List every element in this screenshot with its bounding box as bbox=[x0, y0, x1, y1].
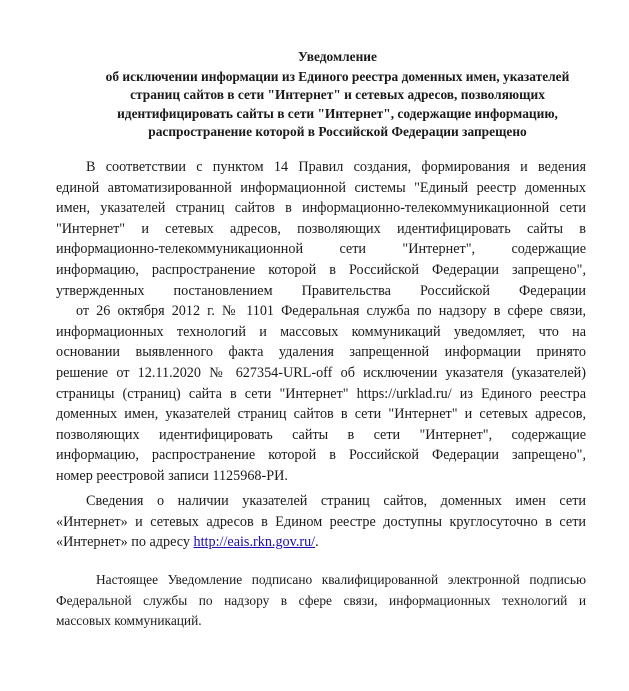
paragraph-line: имен, указателей страниц сайтов в информационно-телекоммуникационной сети bbox=[56, 200, 586, 217]
paragraph-line: «Интернет» и сетевых адресов в Едином реестре доступны круглосуточно в сети bbox=[56, 513, 586, 530]
paragraph-line: решение от 12.11.2020 № 627354-URL-off об исключении указателя (указателей) bbox=[56, 364, 586, 381]
paragraph-line: информационно-телекоммуникационной сети "Интернет", содержащие bbox=[56, 241, 586, 258]
signature-paragraph bbox=[56, 570, 586, 632]
eais-link[interactable]: http://eais.rkn.gov.ru/ bbox=[193, 534, 316, 551]
paragraph-line: утвержденных постановлением Правительства Российской Федерации bbox=[56, 282, 586, 299]
paragraph-line: Федеральной службы по надзору в сфере связи, информационных технологий и bbox=[56, 592, 586, 608]
paragraph-line: массовых коммуникаций. bbox=[56, 613, 202, 629]
paragraph-line: В соответствии с пунктом 14 Правил создания, формирования и ведения bbox=[86, 159, 586, 175]
main-paragraph bbox=[56, 157, 586, 487]
link-prefix-text: «Интернет» по адресу bbox=[56, 534, 194, 551]
paragraph-line: единой автоматизированной информационной системы "Единый реестр доменных bbox=[56, 179, 586, 196]
link-suffix-text: . bbox=[315, 534, 319, 551]
paragraph-line bbox=[56, 532, 586, 553]
paragraph-line: информационных технологий и массовых коммуникаций уведомляет, что на bbox=[56, 323, 586, 340]
paragraph-line: позволяющих идентифицировать сайты в сети "Интернет", содержащие bbox=[56, 426, 586, 443]
notice-subtitle-line: распространение которой в Российской Федерации запрещено bbox=[148, 124, 527, 140]
paragraph-line: от 26 октября 2012 г. № 1101 Федеральная служба по надзору в сфере связи, bbox=[76, 303, 586, 320]
paragraph-line: информацию, распространение которой в Российской Федерации запрещено", bbox=[56, 447, 586, 464]
notice-heading bbox=[60, 48, 615, 142]
notice-title: Уведомление bbox=[298, 49, 377, 64]
notice-subtitle-line: об исключении информации из Единого реестра доменных имен, указателей bbox=[105, 68, 570, 84]
paragraph-line: Настоящее Уведомление подписано квалифицированной электронной подписью bbox=[96, 572, 586, 587]
paragraph-line: информацию, распространение которой в Российской Федерации запрещено", bbox=[56, 261, 586, 278]
paragraph-line: доменных имен, указателей страниц сайтов в сети "Интернет" и сетевых адресов, bbox=[56, 406, 586, 423]
paragraph-line: основании выявленного факта удаления запрещенной информации принято bbox=[56, 344, 586, 361]
registry-info-paragraph bbox=[56, 491, 586, 553]
paragraph-line: "Интернет" и сетевых адресов, позволяющих идентифицировать сайты в bbox=[56, 220, 586, 237]
paragraph-line: страницы (страниц) сайта в сети "Интернет" https://urklad.ru/ из Единого реестра bbox=[56, 385, 586, 402]
notice-subtitle-line: страниц сайтов в сети "Интернет" и сетевых адресов, позволяющих bbox=[130, 87, 545, 103]
registry-record-line: номер реестровой записи 1125968-РИ. bbox=[56, 467, 288, 484]
paragraph-line: Сведения о наличии указателей страниц сайтов, доменных имен сети bbox=[86, 493, 586, 509]
notice-subtitle-line: идентифицировать сайты в сети "Интернет", содержащие информацию, bbox=[117, 105, 558, 121]
